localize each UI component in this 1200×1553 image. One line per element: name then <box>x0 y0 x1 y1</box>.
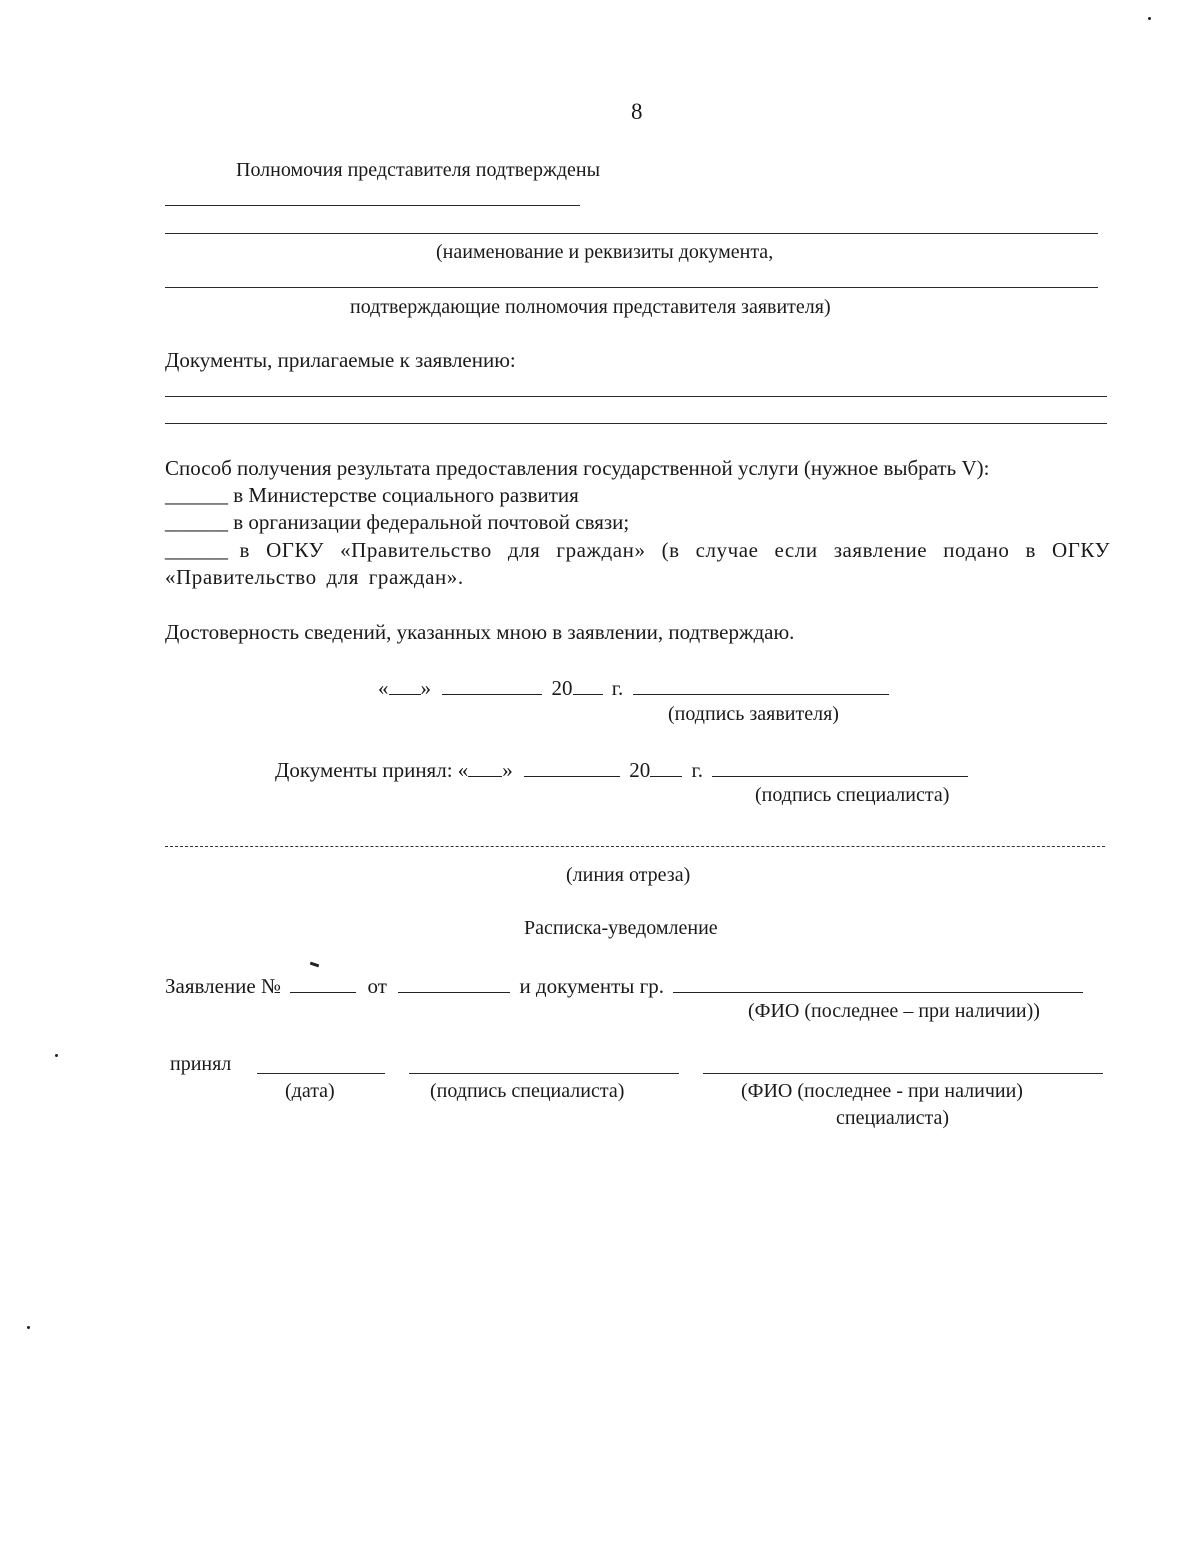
receipt-application-label: Заявление № <box>165 974 282 998</box>
delivery-option-1-blank[interactable]: ______ <box>165 483 228 507</box>
accepted-day-field[interactable] <box>468 758 502 777</box>
scan-mark <box>310 962 319 968</box>
applicant-year-prefix: 20 <box>551 676 573 700</box>
receipt-specialist-fio-field[interactable] <box>703 1073 1103 1074</box>
delivery-option-1 <box>165 485 579 506</box>
scan-speck <box>1148 17 1151 20</box>
receipt-date-field[interactable] <box>398 974 510 993</box>
receipt-title: Расписка-уведомление <box>524 917 718 939</box>
applicant-day-field[interactable] <box>389 676 421 695</box>
receipt-application-number-field[interactable] <box>290 974 356 993</box>
accepted-close-quote: » <box>502 758 513 782</box>
receipt-from-label: от <box>367 974 387 998</box>
authority-document-line-1[interactable] <box>165 233 1098 234</box>
cut-line-caption: (линия отреза) <box>566 864 691 886</box>
receipt-specialist-signature-field[interactable] <box>409 1073 679 1074</box>
delivery-heading: Способ получения результата предоставления государственной услуги (нужное выбрать V): <box>165 456 990 480</box>
applicant-month-field[interactable] <box>442 676 542 695</box>
cut-line <box>165 846 1105 847</box>
accepted-signature-field[interactable] <box>712 758 968 777</box>
receipt-application-row <box>165 974 1083 997</box>
document-caption-1: (наименование и реквизиты документа, <box>436 241 774 263</box>
applicant-day-close-quote: » <box>420 676 431 700</box>
scan-speck <box>55 1054 58 1057</box>
accepted-row <box>275 758 968 781</box>
receipt-received-date-field[interactable] <box>257 1073 385 1074</box>
delivery-option-1-label: в Министерстве социального развития <box>233 483 579 507</box>
applicant-year-field[interactable] <box>573 676 603 695</box>
attached-documents-line-1[interactable] <box>165 396 1107 397</box>
accepted-year-prefix: 20 <box>629 758 651 782</box>
applicant-date-row <box>378 676 889 699</box>
delivery-option-3 <box>165 537 1110 591</box>
authority-document-line-2[interactable] <box>165 287 1098 288</box>
receipt-specialist-fio-caption-2: специалиста) <box>836 1107 949 1129</box>
applicant-day-open-quote: « <box>378 676 389 700</box>
authority-confirmed-label: Полномочия представителя подтверждены <box>236 159 601 181</box>
accepted-year-suffix: г. <box>691 758 704 782</box>
receipt-specialist-fio-caption-1: (ФИО (последнее - при наличии) <box>741 1080 1023 1102</box>
accepted-month-field[interactable] <box>524 758 620 777</box>
delivery-option-3-blank[interactable]: ______ <box>165 538 228 562</box>
receipt-date-caption: (дата) <box>285 1080 335 1102</box>
applicant-signature-field[interactable] <box>633 676 889 695</box>
delivery-option-2-blank[interactable]: ______ <box>165 510 228 534</box>
receipt-fio-caption: (ФИО (последнее – при наличии)) <box>748 1000 1040 1022</box>
accepted-signature-caption: (подпись специалиста) <box>755 784 950 806</box>
applicant-signature-caption: (подпись заявителя) <box>668 703 839 725</box>
receipt-signature-caption: (подпись специалиста) <box>430 1080 625 1102</box>
applicant-year-suffix: г. <box>611 676 624 700</box>
document-caption-2: подтверждающие полномочия представителя заявителя) <box>350 296 831 318</box>
confirmation-statement: Достоверность сведений, указанных мною в заявлении, подтверждаю. <box>165 620 795 644</box>
receipt-documents-label: и документы гр. <box>519 974 664 998</box>
page-number: 8 <box>631 99 643 124</box>
attached-documents-line-2[interactable] <box>165 423 1107 424</box>
scan-speck <box>27 1326 30 1329</box>
authority-fill-line[interactable] <box>165 205 580 206</box>
delivery-option-3-label: в ОГКУ «Правительство для граждан» (в случае если заявление подано в ОГКУ «Правительство для граждан». <box>165 538 1110 589</box>
delivery-option-2-label: в организации федеральной почтовой связи; <box>233 510 630 534</box>
accepted-year-field[interactable] <box>650 758 682 777</box>
receipt-received-label: принял <box>170 1053 232 1075</box>
attached-documents-label: Документы, прилагаемые к заявлению: <box>165 348 516 372</box>
delivery-option-2 <box>165 512 629 533</box>
accepted-label: Документы принял: « <box>275 758 469 782</box>
receipt-citizen-fio-field[interactable] <box>673 974 1083 993</box>
